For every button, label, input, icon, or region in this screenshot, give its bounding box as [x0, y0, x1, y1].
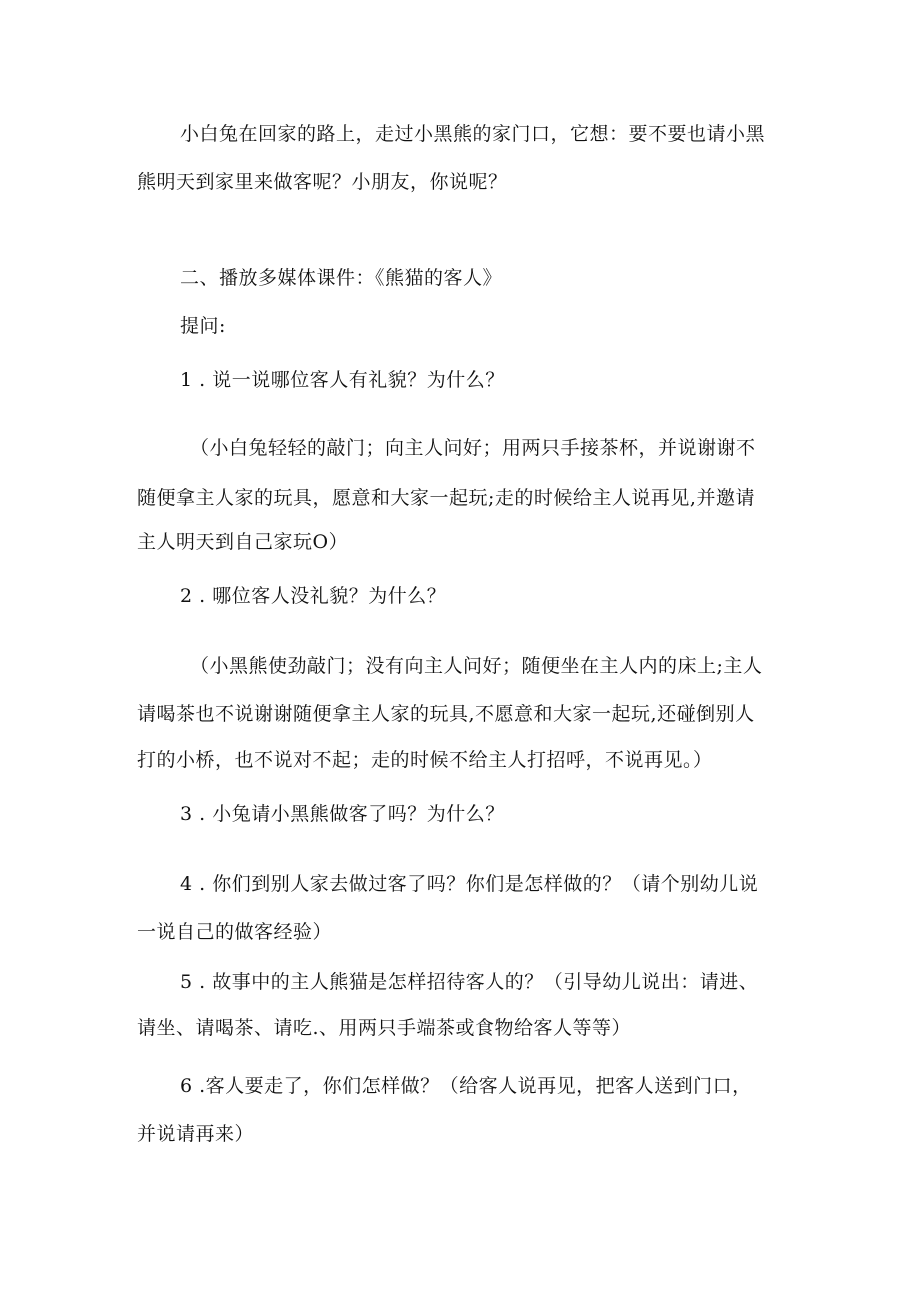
- intro-line-1: 小白兔在回家的路上，走过小黑熊的家门口，它想：要不要也请小黑: [180, 123, 766, 145]
- question-5-line-1: 5 . 故事中的主人熊猫是怎样招待客人的？（引导幼儿说出：请进、: [180, 971, 759, 993]
- answer-2-line-3: 打的小桥，也不说对不起；走的时候不给主人打招呼，不说再见。）: [137, 749, 713, 771]
- question-5-line-2: 请坐、请喝茶、请吃.、用两只手端茶或食物给客人等等）: [137, 1017, 632, 1039]
- answer-2-line-2: 请喝茶也不说谢谢随便拿主人家的玩具,不愿意和大家一起玩,还碰倒别人: [137, 703, 755, 725]
- question-2: 2 . 哪位客人没礼貌？为什么？: [180, 585, 447, 607]
- question-3: 3 . 小兔请小黑熊做客了吗？为什么？: [180, 803, 505, 825]
- answer-1-line-1: （小白兔轻轻的敲门；向主人问好；用两只手接茶杯，并说谢谢不: [190, 437, 756, 459]
- answer-2-line-1: （小黑熊使劲敲门；没有向主人问好；随便坐在主人内的床上;主人: [190, 655, 763, 677]
- question-label: 提问:: [180, 315, 226, 337]
- question-6-line-1: 6 .客人要走了，你们怎样做？（给客人说再见，把客人送到门口，: [180, 1075, 752, 1097]
- section-heading: 二、播放多媒体课件：《熊猫的客人》: [180, 267, 503, 289]
- answer-1-line-2: 随便拿主人家的玩具，愿意和大家一起玩;走的时候给主人说再见,并邀请: [137, 487, 755, 509]
- intro-line-2: 熊明天到家里来做客呢？小朋友，你说呢？: [137, 171, 508, 193]
- answer-1-line-3: 主人明天到自己家玩O）: [137, 531, 349, 553]
- question-4-line-2: 一说自己的做客经验）: [137, 921, 333, 943]
- question-4-line-1: 4 . 你们到别人家去做过客了吗？你们是怎样做的？（请个别幼儿说: [180, 873, 759, 895]
- question-1: 1 . 说一说哪位客人有礼貌？为什么？: [180, 369, 505, 391]
- question-6-line-2: 并说请再来）: [137, 1123, 255, 1145]
